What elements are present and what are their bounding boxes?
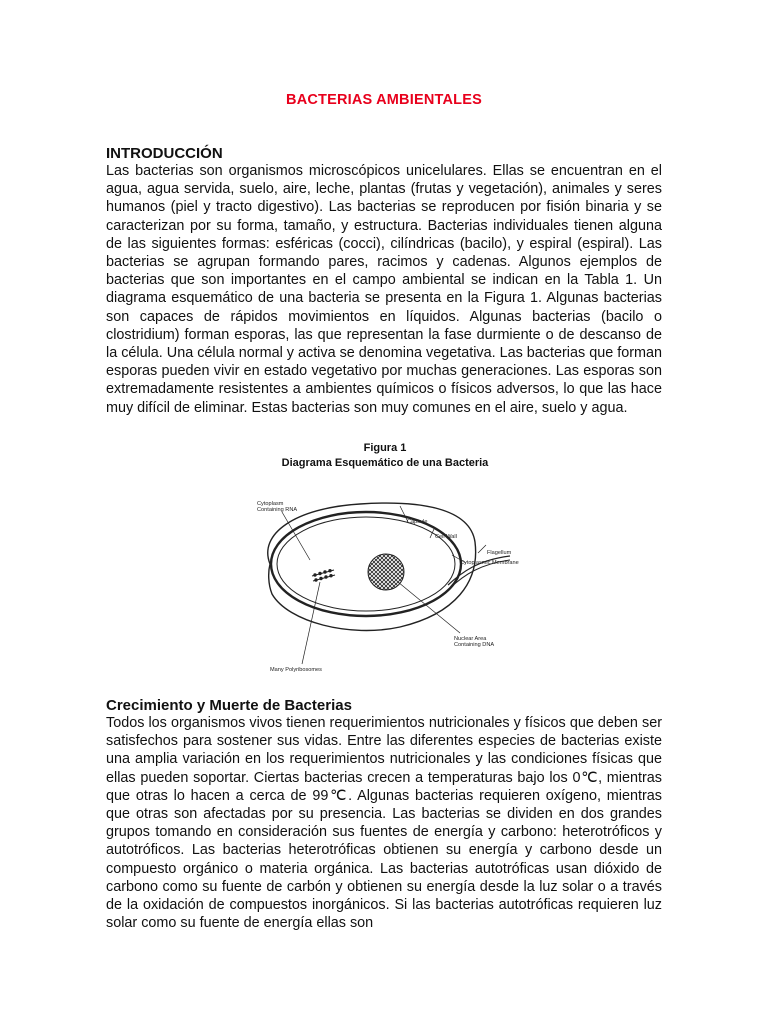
label-nuclear-area-2: Containing DNA xyxy=(454,642,495,648)
figure-number: Figura 1 xyxy=(363,442,407,454)
cell-wall xyxy=(271,512,461,616)
polyribosomes xyxy=(312,570,335,582)
nuclear-area xyxy=(368,554,404,590)
label-cytoplasm-2: Containing RNA xyxy=(257,507,298,513)
growth-heading: Crecimiento y Muerte de Bacterias xyxy=(106,697,352,714)
label-cytoplasmic-membrane: Cytoplasmic Membrane xyxy=(460,560,519,566)
intro-heading: INTRODUCCIÓN xyxy=(106,145,223,162)
label-cytoplasm-1: Cytoplasm xyxy=(257,501,284,507)
label-cell-wall: Cell Wall xyxy=(435,534,457,540)
intro-paragraph: Las bacterias son organismos microscópicos unicelulares. Ellas se encuentran en el agua, agua servida, suelo, aire, leche, plantas (frutas y vegetación), animales y seres humanos (piel y tracto digestivo). Las bacterias se reproducen por fisión binaria y se caracterizan por su forma, tamaño, y estructura. Bacterias individuales tienen alguna de las siguientes formas: esféricas (cocci), cilíndricas (bacilo), y espiral (espiral). Las bacterias se agrupan formando pares, racimos y cadenas. Algunos ejemplos de bacterias que son importantes en el campo ambiental se indican en la Tabla 1. Un diagrama esquemático de una bacteria se presenta en la Figura 1. Algunas bacterias son capaces de rápidos movimientos en líquidos. Algunas bacterias (bacilo o clostridium) forman esporas, las que representan la fase durmiente o de descanso de la célula. Una célula normal y activa se denomina vegetativa. Las bacterias que forman esporas pueden vivir en estado vegetativo por muchas generaciones. Las esporas son extremadamente resistentes a ambientes químicos o físicos adversos, lo que las hace muy difícil de eliminar. Estas bacterias son muy comunes en el aire, suelo y agua. xyxy=(106,163,662,416)
label-polyribosomes: Many Polyribosomes xyxy=(270,667,322,673)
document-title: BACTERIAS AMBIENTALES xyxy=(286,92,482,108)
bacteria-diagram xyxy=(210,442,560,682)
label-nuclear-area-1: Nuclear Area xyxy=(454,636,487,642)
cytoplasmic-membrane xyxy=(277,517,455,611)
figure-caption: Diagrama Esquemático de una Bacteria xyxy=(281,457,489,469)
label-capsule: Capsule xyxy=(407,519,428,525)
bacteria-figure xyxy=(210,442,560,682)
growth-paragraph: Todos los organismos vivos tienen requerimientos nutricionales y físicos que deben ser satisfechos para sostener sus vidas. Entre las diferentes especies de bacterias existe una amplia variación en los requerimientos nutricionales y las condiciones físicas que ellas pueden soportar. Ciertas bacterias crecen a temperaturas bajo los 0℃, mientras que otras lo hacen a cerca de 99℃. Algunas bacterias requieren oxígeno, mientras que otras son afectadas por su presencia. Las bacterias se dividen en dos grandes grupos tomando en consideración sus fuentes de energía y carbono: heterotróficos y autotróficos. Las bacterias heterotróficas obtienen su energía y carbono desde un compuesto orgánico o materia orgánica. Las bacterias autotróficas usan dióxido de carbono como su fuente de carbón y obtienen su energía desde la luz solar o a través de la oxidación de compuestos inorgánicos. Si las bacterias autotróficas requieren luz solar como su fuente de energía ellas son xyxy=(106,715,662,932)
label-flagellum: Flagellum xyxy=(487,550,512,556)
